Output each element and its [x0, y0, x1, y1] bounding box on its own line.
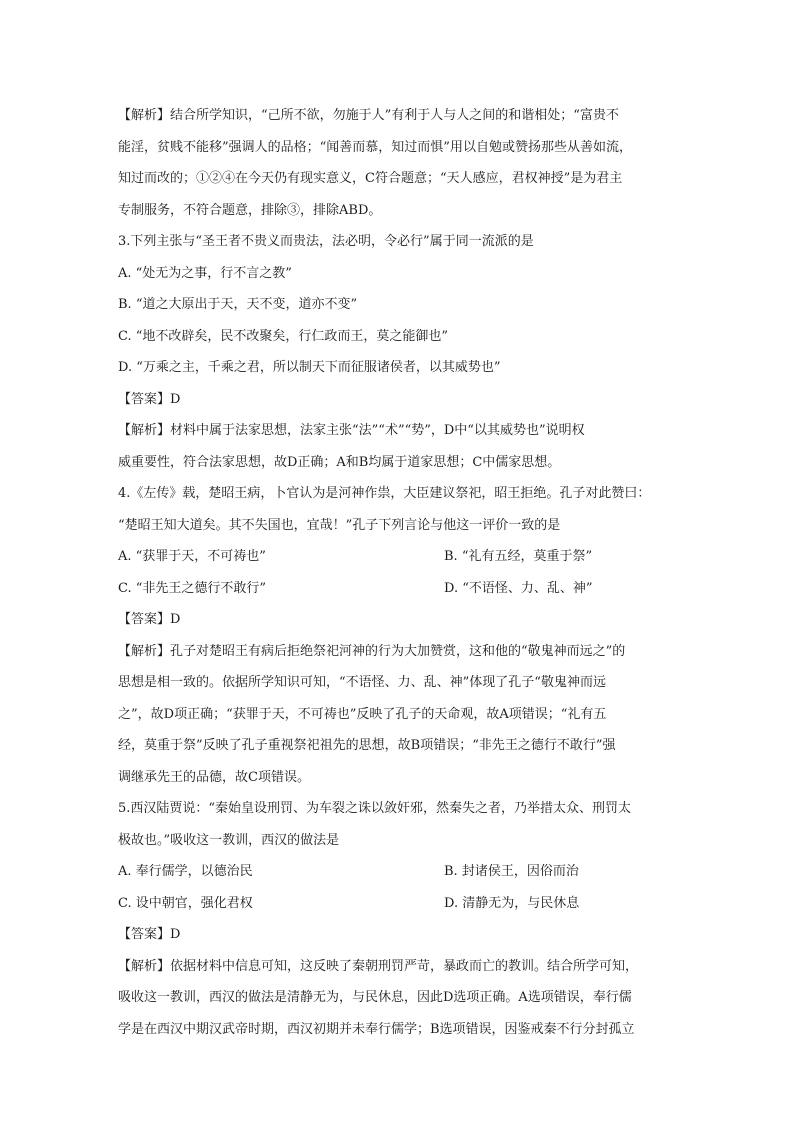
option-left: A. “获罪于天，不可祷也”: [118, 549, 266, 564]
question-4-stem-line-2: “楚昭王知大道矣。其不失国也，宜哉！”孔子下列言论与他这一评价一致的是: [118, 517, 561, 533]
option-c: C. “地不改辟矣，民不改聚矣，行仁政而王，莫之能御也”: [118, 328, 449, 344]
question-5-stem-line-2: 极故也。”吸收这一教训，西汉的做法是: [118, 832, 340, 848]
analysis-line-1: 【解析】孔子对楚昭王有病后拒绝祭祀河神的行为大加赞赏，这和他的“敬鬼神而远之”的: [118, 643, 626, 659]
analysis-line-1: 【解析】材料中属于法家思想，法家主张“法”“术”“势”，D中“以其威势也”说明权: [118, 423, 585, 438]
analysis-line-3: 知过而改的；①②④在今天仍有现实意义，C符合题意；“天人感应，君权神授”是为君主: [118, 171, 623, 186]
option-left: C. “非先王之德行不敢行”: [118, 580, 267, 596]
analysis-line-2: 能淫，贫贱不能移”强调人的品格；“闻善而慕，知过而惧”用以自勉或赞扬那些从善如流，: [118, 139, 632, 155]
options-row-cd: [118, 573, 678, 605]
option-right: B. 封诸侯王，因俗而治: [444, 864, 579, 879]
analysis-line-4: 经，莫重于祭”反映了孔子重视祭祀祖先的思想，故B项错误；“非先王之德行不敢行”强: [118, 738, 616, 753]
option-d: D. “万乘之主，千乘之君，所以制天下而征服诸侯者，以其威势也”: [118, 360, 501, 375]
analysis-line-5: 调继承先王的品德，故C项错误。: [118, 769, 310, 785]
analysis-line-4: 专制服务，不符合题意，排除③，排除ABD。: [118, 202, 382, 218]
option-left: A. 奉行儒学，以德治民: [118, 864, 253, 879]
option-right: D. “不语怪、力、乱、神”: [444, 580, 593, 596]
options-row-ab: [118, 541, 678, 573]
option-right: B. “礼有五经，莫重于祭”: [444, 549, 593, 564]
document-page: [118, 100, 678, 1045]
analysis-line-1: 【解析】依据材料中信息可知，这反映了秦朝刑罚严苛，暴政而亡的教训。结合所学可知，: [118, 958, 639, 974]
options-row-cd: [118, 888, 678, 920]
answer-label: 【答案】D: [118, 612, 181, 627]
analysis-line-2: 吸收这一教训，西汉的做法是清静无为，与民休息，因此D选项正确。A选项错误，奉行儒: [118, 990, 632, 1005]
analysis-line-2: 思想是相一致的。依据所学知识可知，“不语怪、力、乱、神”体现了孔子“敬鬼神而远: [118, 675, 606, 690]
answer-label: 【答案】D: [118, 927, 181, 942]
question-4-stem-line-1: 4.《左传》载，楚昭王病，卜官认为是河神作祟，大臣建议祭祀，昭王拒绝。孔子对此赞曰：: [118, 486, 651, 501]
analysis-line-3: 学是在西汉中期汉武帝时期，西汉初期并未奉行儒学；B选项错误，因鉴戒秦不行分封孤立: [118, 1021, 635, 1037]
analysis-line-1: 【解析】结合所学知识，“己所不欲，勿施于人”有利于人与人之间的和谐相处；“富贵不: [118, 108, 619, 123]
option-b: B. “道之大原出于天，天不变，道亦不变”: [118, 297, 358, 312]
analysis-line-2: 威重要性，符合法家思想，故D正确；A和B均属于道家思想；C中儒家思想。: [118, 454, 561, 470]
option-a: A. “处无为之事，行不言之教”: [118, 265, 292, 281]
answer-label: 【答案】D: [118, 391, 181, 407]
option-right: D. 清静无为，与民休息: [444, 895, 580, 911]
question-5-stem-line-1: 5.西汉陆贾说：“秦始皇设刑罚、为车裂之诛以敛奸邪，然秦失之者，乃举措太众、刑罚太: [118, 801, 632, 816]
options-row-ab: [118, 856, 678, 888]
option-left: C. 设中朝官，强化君权: [118, 895, 253, 911]
question-3-stem: 3.下列主张与“圣王者不贵义而贵法，法必明，令必行”属于同一流派的是: [118, 234, 534, 249]
analysis-line-3: 之”，故D项正确；“获罪于天，不可祷也”反映了孔子的天命观，故A项错误；“礼有五: [118, 706, 607, 722]
